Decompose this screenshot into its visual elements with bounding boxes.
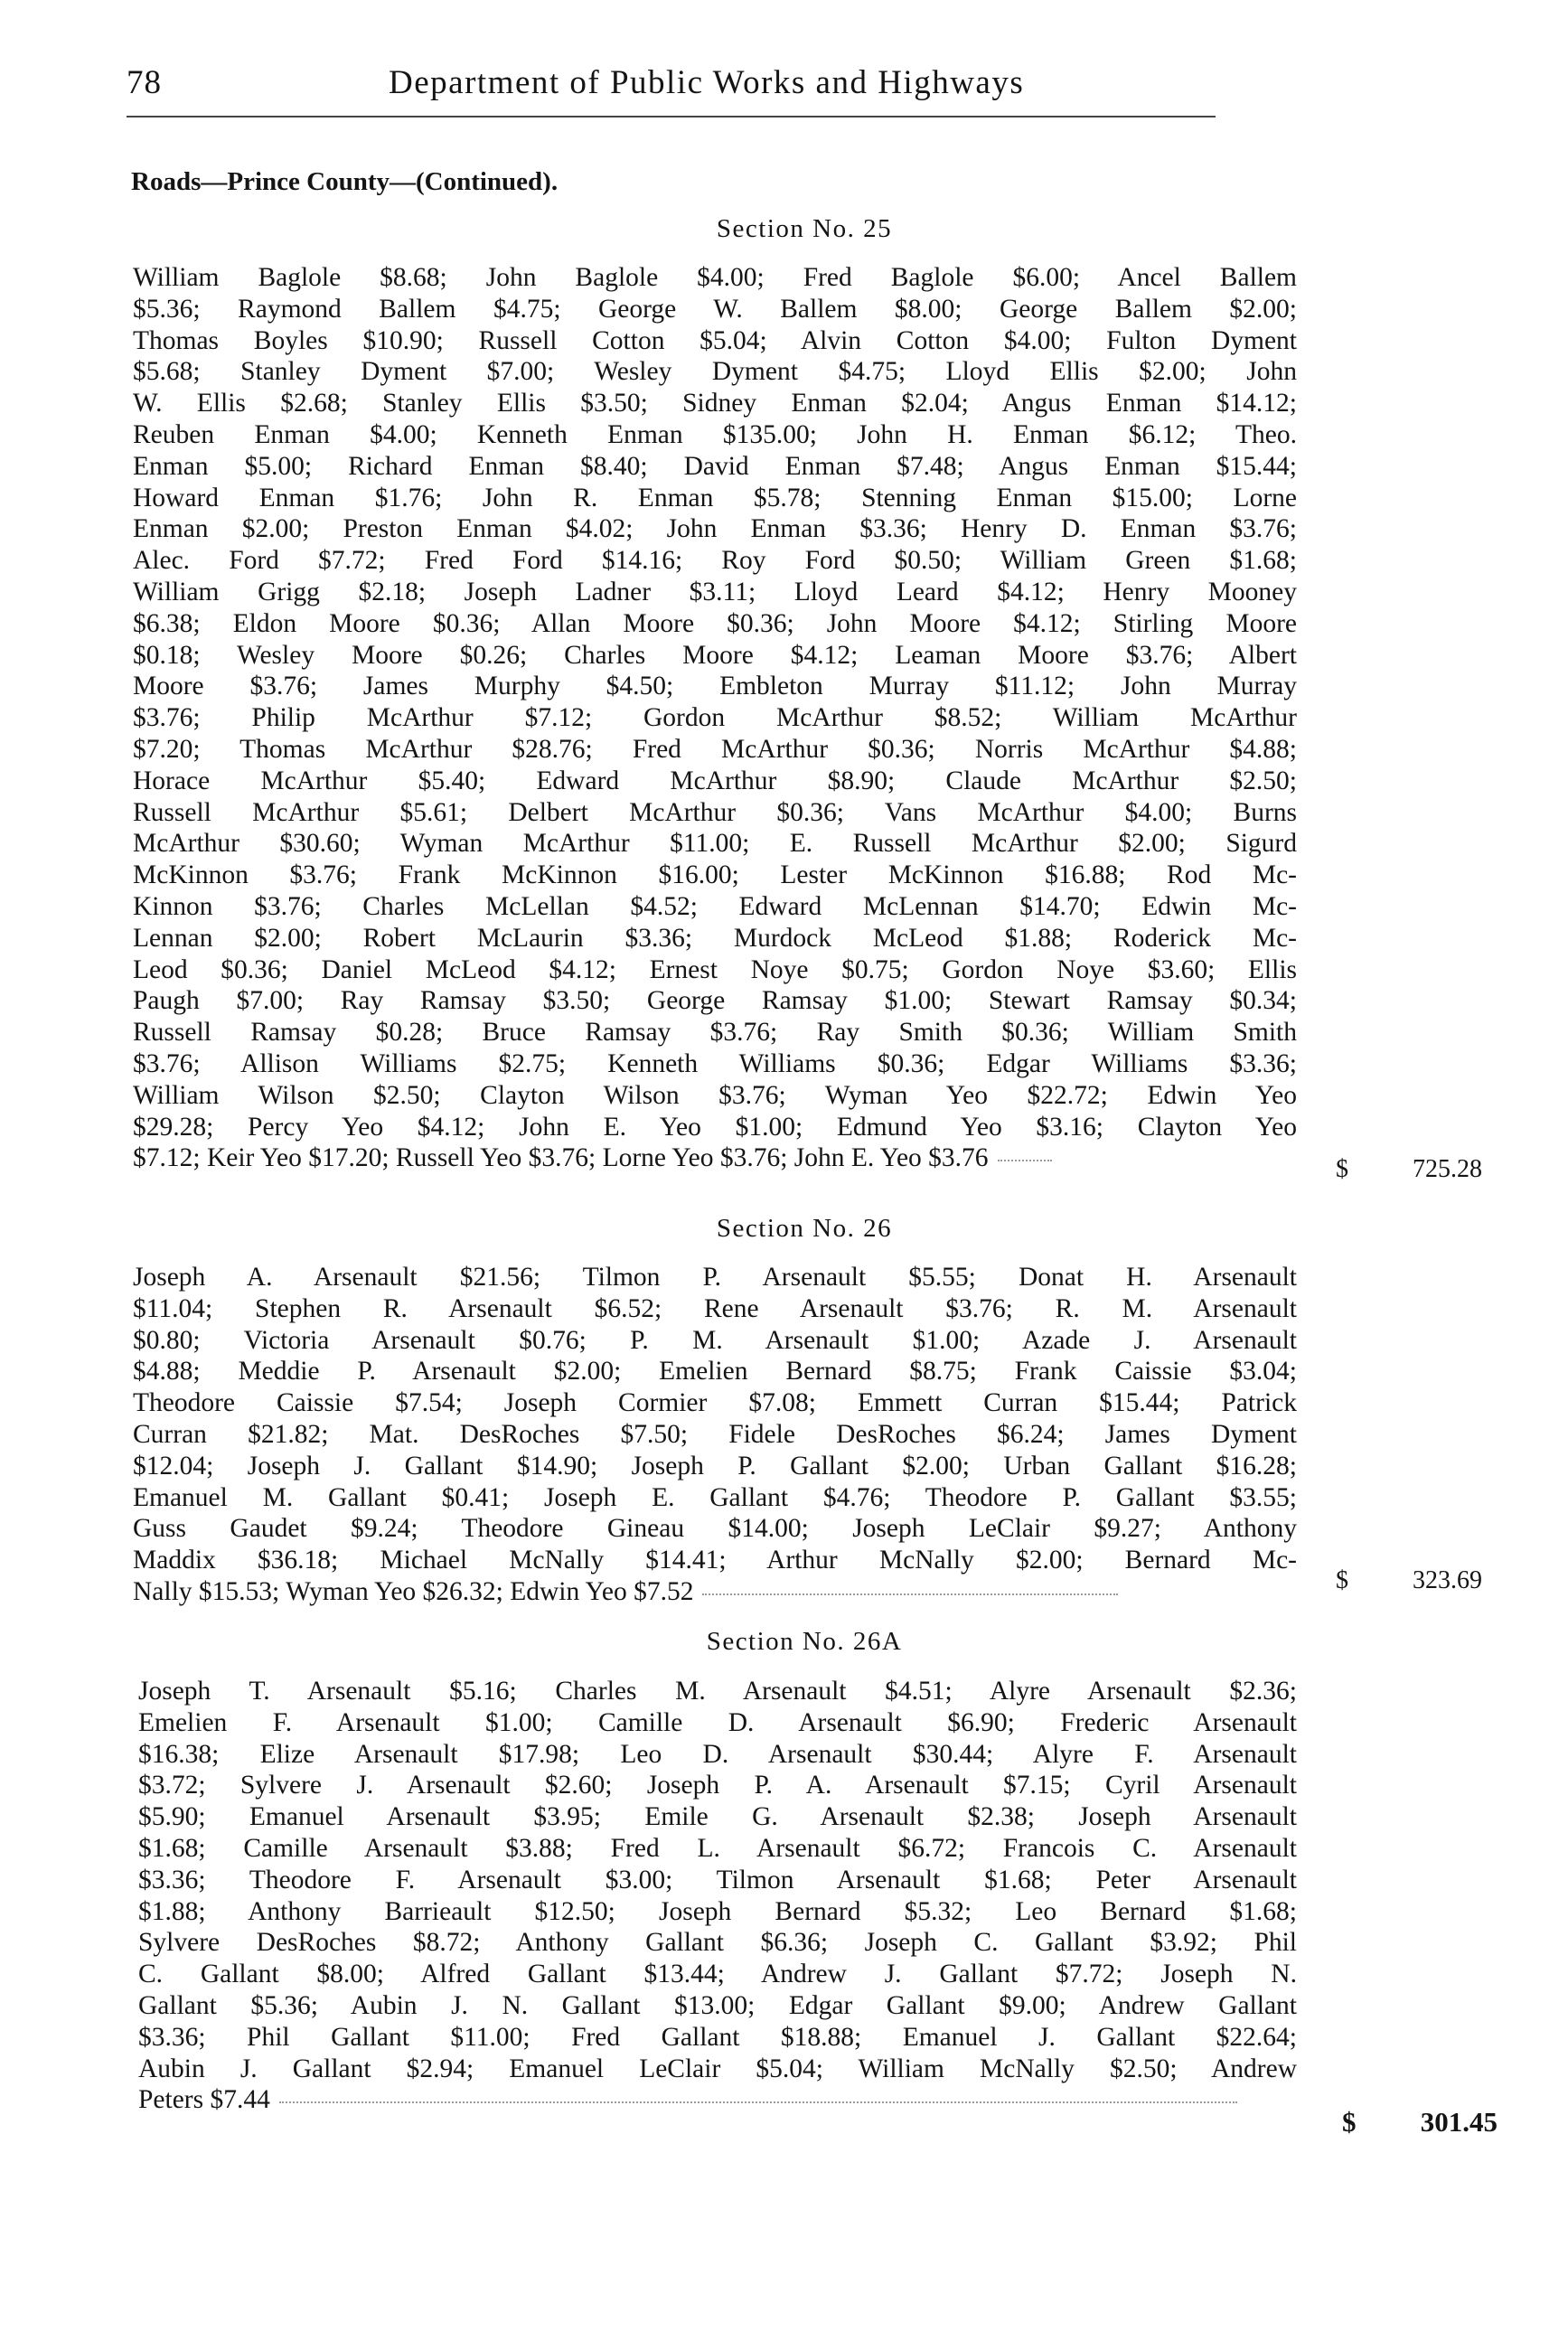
text-line: McArthur $30.60; Wyman McArthur $11.00; E. Russell McArthur $2.00; Sigurd [133, 829, 1297, 859]
text-line: Reuben Enman $4.00; Kenneth Enman $135.00; John H. Enman $6.12; Theo. [133, 419, 1297, 449]
text-line: $4.88; Meddie P. Arsenault $2.00; Emelien Bernard $8.75; Frank Caissie $3.04; [133, 1357, 1297, 1386]
section-subheading: Roads—Prince County—(Continued). [131, 167, 559, 196]
dollar-sign: $ [1342, 2106, 1357, 2138]
text-line: Sylvere DesRoches $8.72; Anthony Gallant $6.36; Joseph C. Gallant $3.92; Phil [138, 1928, 1297, 1958]
section-title-25: Section No. 25 [716, 214, 893, 243]
text-line: William Wilson $2.50; Clayton Wilson $3.76; Wyman Yeo $22.72; Edwin Yeo [133, 1080, 1297, 1110]
text-line: Paugh $7.00; Ray Ramsay $3.50; George Ramsay $1.00; Stewart Ramsay $0.34; [133, 986, 1297, 1016]
text-line: Thomas Boyles $10.90; Russell Cotton $5.04; Alvin Cotton $4.00; Fulton Dyment [133, 325, 1297, 355]
text-line: $1.68; Camille Arsenault $3.88; Fred L. Arsenault $6.72; Francois C. Arsenault [138, 1833, 1297, 1863]
text-line: Gallant $5.36; Aubin J. N. Gallant $13.00; Edgar Gallant $9.00; Andrew Gallant [138, 1990, 1297, 2020]
text-line-content: Nally $15.53; Wyman Yeo $26.32; Edwin Yeo $7.52 [133, 1576, 694, 1606]
text-line: Howard Enman $1.76; John R. Enman $5.78; Stenning Enman $15.00; Lorne [133, 483, 1297, 512]
text-line: $3.76; Philip McArthur $7.12; Gordon McArthur $8.52; William McArthur [133, 703, 1297, 733]
text-line: $16.38; Elize Arsenault $17.98; Leo D. Arsenault $30.44; Alyre F. Arsenault [138, 1739, 1297, 1769]
text-line: $3.72; Sylvere J. Arsenault $2.60; Joseph P. A. Arsenault $7.15; Cyril Arsenault [138, 1771, 1297, 1800]
text-line: Joseph A. Arsenault $21.56; Tilmon P. Arsenault $5.55; Donat H. Arsenault [133, 1263, 1297, 1292]
text-line: $29.28; Percy Yeo $4.12; John E. Yeo $1.00; Edmund Yeo $3.16; Clayton Yeo [133, 1112, 1297, 1142]
dot-leader [279, 2101, 1237, 2103]
section-26-total [1336, 1566, 1482, 1599]
text-line: $3.36; Theodore F. Arsenault $3.00; Tilmon Arsenault $1.68; Peter Arsenault [138, 1865, 1297, 1894]
text-line: Alec. Ford $7.72; Fred Ford $14.16; Roy Ford $0.50; William Green $1.68; [133, 546, 1297, 576]
text-line: William Grigg $2.18; Joseph Ladner $3.11; Lloyd Leard $4.12; Henry Mooney [133, 577, 1297, 606]
page-header [127, 63, 1211, 119]
text-line: $3.36; Phil Gallant $11.00; Fred Gallant $18.88; Emanuel J. Gallant $22.64; [138, 2022, 1297, 2052]
header-rule [127, 116, 1216, 118]
text-line-content: Peters $7.44 [138, 2085, 270, 2115]
text-line: Enman $5.00; Richard Enman $8.40; David Enman $7.48; Angus Enman $15.44; [133, 451, 1297, 481]
text-line: $3.76; Allison Williams $2.75; Kenneth Williams $0.36; Edgar Williams $3.36; [133, 1048, 1297, 1078]
running-title: Department of Public Works and Highways [389, 64, 1025, 101]
total-amount: 323.69 [1413, 1566, 1482, 1594]
section-25-total [1336, 1155, 1482, 1188]
text-line: Joseph T. Arsenault $5.16; Charles M. Arsenault $4.51; Alyre Arsenault $2.36; [138, 1677, 1297, 1706]
page-number: 78 [127, 64, 162, 101]
section-25-paragraph [133, 262, 1297, 1174]
text-line: Theodore Caissie $7.54; Joseph Cormier $7.08; Emmett Curran $15.44; Patrick [133, 1388, 1297, 1418]
total-amount: 725.28 [1413, 1155, 1482, 1183]
text-line: $5.36; Raymond Ballem $4.75; George W. Ballem $8.00; George Ballem $2.00; [133, 294, 1297, 324]
text-line: $5.68; Stanley Dyment $7.00; Wesley Dyment $4.75; Lloyd Ellis $2.00; John [133, 357, 1297, 387]
section-26a-paragraph [138, 1676, 1297, 2116]
text-line: $1.88; Anthony Barrieault $12.50; Joseph Bernard $5.32; Leo Bernard $1.68; [138, 1896, 1297, 1926]
text-line: W. Ellis $2.68; Stanley Ellis $3.50; Sidney Enman $2.04; Angus Enman $14.12; [133, 389, 1297, 418]
text-line-content: $7.12; Keir Yeo $17.20; Russell Yeo $3.76; Lorne Yeo $3.76; John E. Yeo $3.76 [133, 1143, 989, 1173]
text-line: Russell McArthur $5.61; Delbert McArthur $0.36; Vans McArthur $4.00; Burns [133, 797, 1297, 827]
text-line: $7.20; Thomas McArthur $28.76; Fred McArthur $0.36; Norris McArthur $4.88; [133, 734, 1297, 764]
text-line: Kinnon $3.76; Charles McLellan $4.52; Edward McLennan $14.70; Edwin Mc- [133, 891, 1297, 921]
dollar-sign: $ [1336, 1155, 1348, 1183]
section-26a-total [1342, 2106, 1498, 2140]
text-line: Emelien F. Arsenault $1.00; Camille D. Arsenault $6.90; Frederic Arsenault [138, 1707, 1297, 1737]
text-line [133, 1576, 1297, 1608]
text-line: C. Gallant $8.00; Alfred Gallant $13.44; Andrew J. Gallant $7.72; Joseph N. [138, 1960, 1297, 1989]
text-line: Guss Gaudet $9.24; Theodore Gineau $14.00; Joseph LeClair $9.27; Anthony [133, 1514, 1297, 1544]
text-line [133, 1142, 1297, 1174]
text-line: Enman $2.00; Preston Enman $4.02; John Enman $3.36; Henry D. Enman $3.76; [133, 514, 1297, 544]
text-line: Emanuel M. Gallant $0.41; Joseph E. Gallant $4.76; Theodore P. Gallant $3.55; [133, 1482, 1297, 1512]
text-line: $6.38; Eldon Moore $0.36; Allan Moore $0.36; John Moore $4.12; Stirling Moore [133, 608, 1297, 638]
total-amount: 301.45 [1420, 2106, 1498, 2138]
section-title-26a: Section No. 26A [706, 1627, 903, 1656]
text-line [138, 2084, 1297, 2116]
section-26-paragraph [133, 1262, 1297, 1608]
text-line: Lennan $2.00; Robert McLaurin $3.36; Murdock McLeod $1.88; Roderick Mc- [133, 923, 1297, 953]
text-line: $12.04; Joseph J. Gallant $14.90; Joseph P. Gallant $2.00; Urban Gallant $16.28; [133, 1451, 1297, 1480]
text-line: $5.90; Emanuel Arsenault $3.95; Emile G. Arsenault $2.38; Joseph Arsenault [138, 1802, 1297, 1832]
text-line: William Baglole $8.68; John Baglole $4.00; Fred Baglole $6.00; Ancel Ballem [133, 263, 1297, 292]
text-line: Leod $0.36; Daniel McLeod $4.12; Ernest Noye $0.75; Gordon Noye $3.60; Ellis [133, 954, 1297, 984]
text-line: Horace McArthur $5.40; Edward McArthur $8.90; Claude McArthur $2.50; [133, 766, 1297, 795]
text-line: Moore $3.76; James Murphy $4.50; Embleton Murray $11.12; John Murray [133, 672, 1297, 701]
text-line: Aubin J. Gallant $2.94; Emanuel LeClair $5.04; William McNally $2.50; Andrew [138, 2054, 1297, 2083]
section-title-26: Section No. 26 [716, 1214, 893, 1243]
text-line: Curran $21.82; Mat. DesRoches $7.50; Fidele DesRoches $6.24; James Dyment [133, 1419, 1297, 1449]
text-line: $0.80; Victoria Arsenault $0.76; P. M. Arsenault $1.00; Azade J. Arsenault [133, 1325, 1297, 1355]
text-line: McKinnon $3.76; Frank McKinnon $16.00; Lester McKinnon $16.88; Rod Mc- [133, 860, 1297, 890]
text-line: Russell Ramsay $0.28; Bruce Ramsay $3.76; Ray Smith $0.36; William Smith [133, 1018, 1297, 1048]
dot-leader [702, 1593, 1118, 1595]
dot-leader [998, 1159, 1052, 1161]
text-line: Maddix $36.18; Michael McNally $14.41; Arthur McNally $2.00; Bernard Mc- [133, 1546, 1297, 1575]
dollar-sign: $ [1336, 1566, 1348, 1594]
text-line: $11.04; Stephen R. Arsenault $6.52; Rene Arsenault $3.76; R. M. Arsenault [133, 1293, 1297, 1323]
text-line: $0.18; Wesley Moore $0.26; Charles Moore $4.12; Leaman Moore $3.76; Albert [133, 640, 1297, 670]
